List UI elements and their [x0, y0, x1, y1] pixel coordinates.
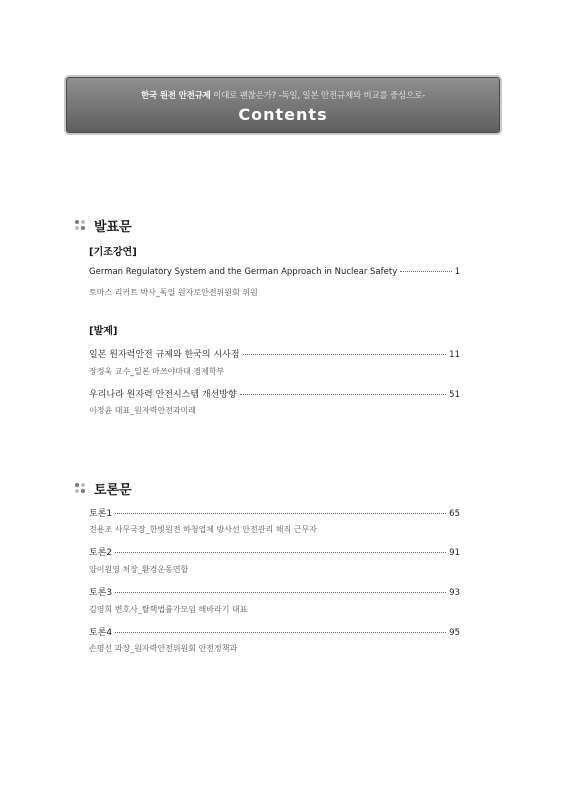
bullet-dots-icon	[75, 220, 87, 230]
entry-title: 토론2	[89, 548, 113, 558]
section-heading	[75, 217, 475, 233]
entry-page: 91	[449, 548, 460, 558]
entry-page: 93	[449, 588, 460, 598]
dot-leader	[400, 271, 451, 272]
entry-title: 토론4	[89, 628, 113, 638]
banner-title: Contents	[238, 105, 328, 124]
section-heading	[75, 480, 475, 496]
toc-entry-talk-2[interactable]	[89, 387, 460, 400]
entry-author: 김영희 변호사_탈핵법률가모임 해바라기 대표	[89, 605, 248, 614]
entry-author: 전용조 사무국장_한빛원전 하청업체 방사선 안전관리 해직 근무자	[89, 525, 317, 534]
entry-author: 토마스 리커트 박사_독일 원자로안전위원회 위원	[89, 288, 258, 297]
keynote-label: [기조강연]	[89, 247, 137, 258]
talks-label: [발제]	[89, 326, 118, 337]
contents-banner	[66, 77, 500, 133]
section-title: 발표문	[94, 219, 132, 235]
dot-leader	[115, 552, 446, 553]
toc-entry-discussion-1[interactable]	[89, 506, 460, 519]
entry-author: 손명선 과장_원자력안전위원회 안전정책과	[89, 644, 238, 653]
entry-page: 65	[449, 509, 460, 519]
discussions-section	[75, 480, 475, 660]
dot-leader	[240, 394, 446, 395]
entry-page: 1	[454, 267, 460, 277]
dot-leader	[243, 354, 447, 355]
section-title: 토론문	[94, 482, 132, 498]
entry-author: 장정욱 교수_일본 마쓰야마대 경제학부	[89, 367, 225, 376]
entry-title: German Regulatory System and the German Approach in Nuclear Safety	[89, 267, 398, 277]
toc-entry-discussion-2[interactable]	[89, 545, 460, 558]
toc-entry-talk-1[interactable]	[89, 347, 460, 360]
presentations-section	[75, 217, 475, 437]
entry-author: 이정윤 대표_원자력안전과미래	[89, 406, 197, 415]
dot-leader	[115, 632, 446, 633]
toc-entry-discussion-4[interactable]	[89, 625, 460, 638]
toc-entry-discussion-3[interactable]	[89, 585, 460, 598]
entry-title: 토론1	[89, 509, 113, 519]
banner-subtitle	[67, 89, 499, 101]
entry-author: 양이원영 처장_환경운동연합	[89, 565, 189, 574]
entry-page: 51	[449, 390, 460, 400]
dot-leader	[115, 592, 446, 593]
entry-title: 일본 원자력안전 규제와 한국의 시사점	[89, 350, 240, 360]
banner-subtitle-rest: 이대로 괜찮은가? -독일, 일본 안전규제와 비교를 중심으로-	[213, 91, 425, 101]
dot-leader	[115, 513, 446, 514]
banner-subtitle-bold: 한국 원전 안전규제	[141, 91, 211, 101]
bullet-dots-icon	[75, 483, 87, 493]
toc-entry-keynote[interactable]	[89, 267, 460, 277]
entry-title: 우리나라 원자력 안전시스템 개선방향	[89, 390, 237, 400]
entry-page: 11	[449, 350, 460, 360]
entry-title: 토론3	[89, 588, 113, 598]
entry-page: 95	[449, 628, 460, 638]
